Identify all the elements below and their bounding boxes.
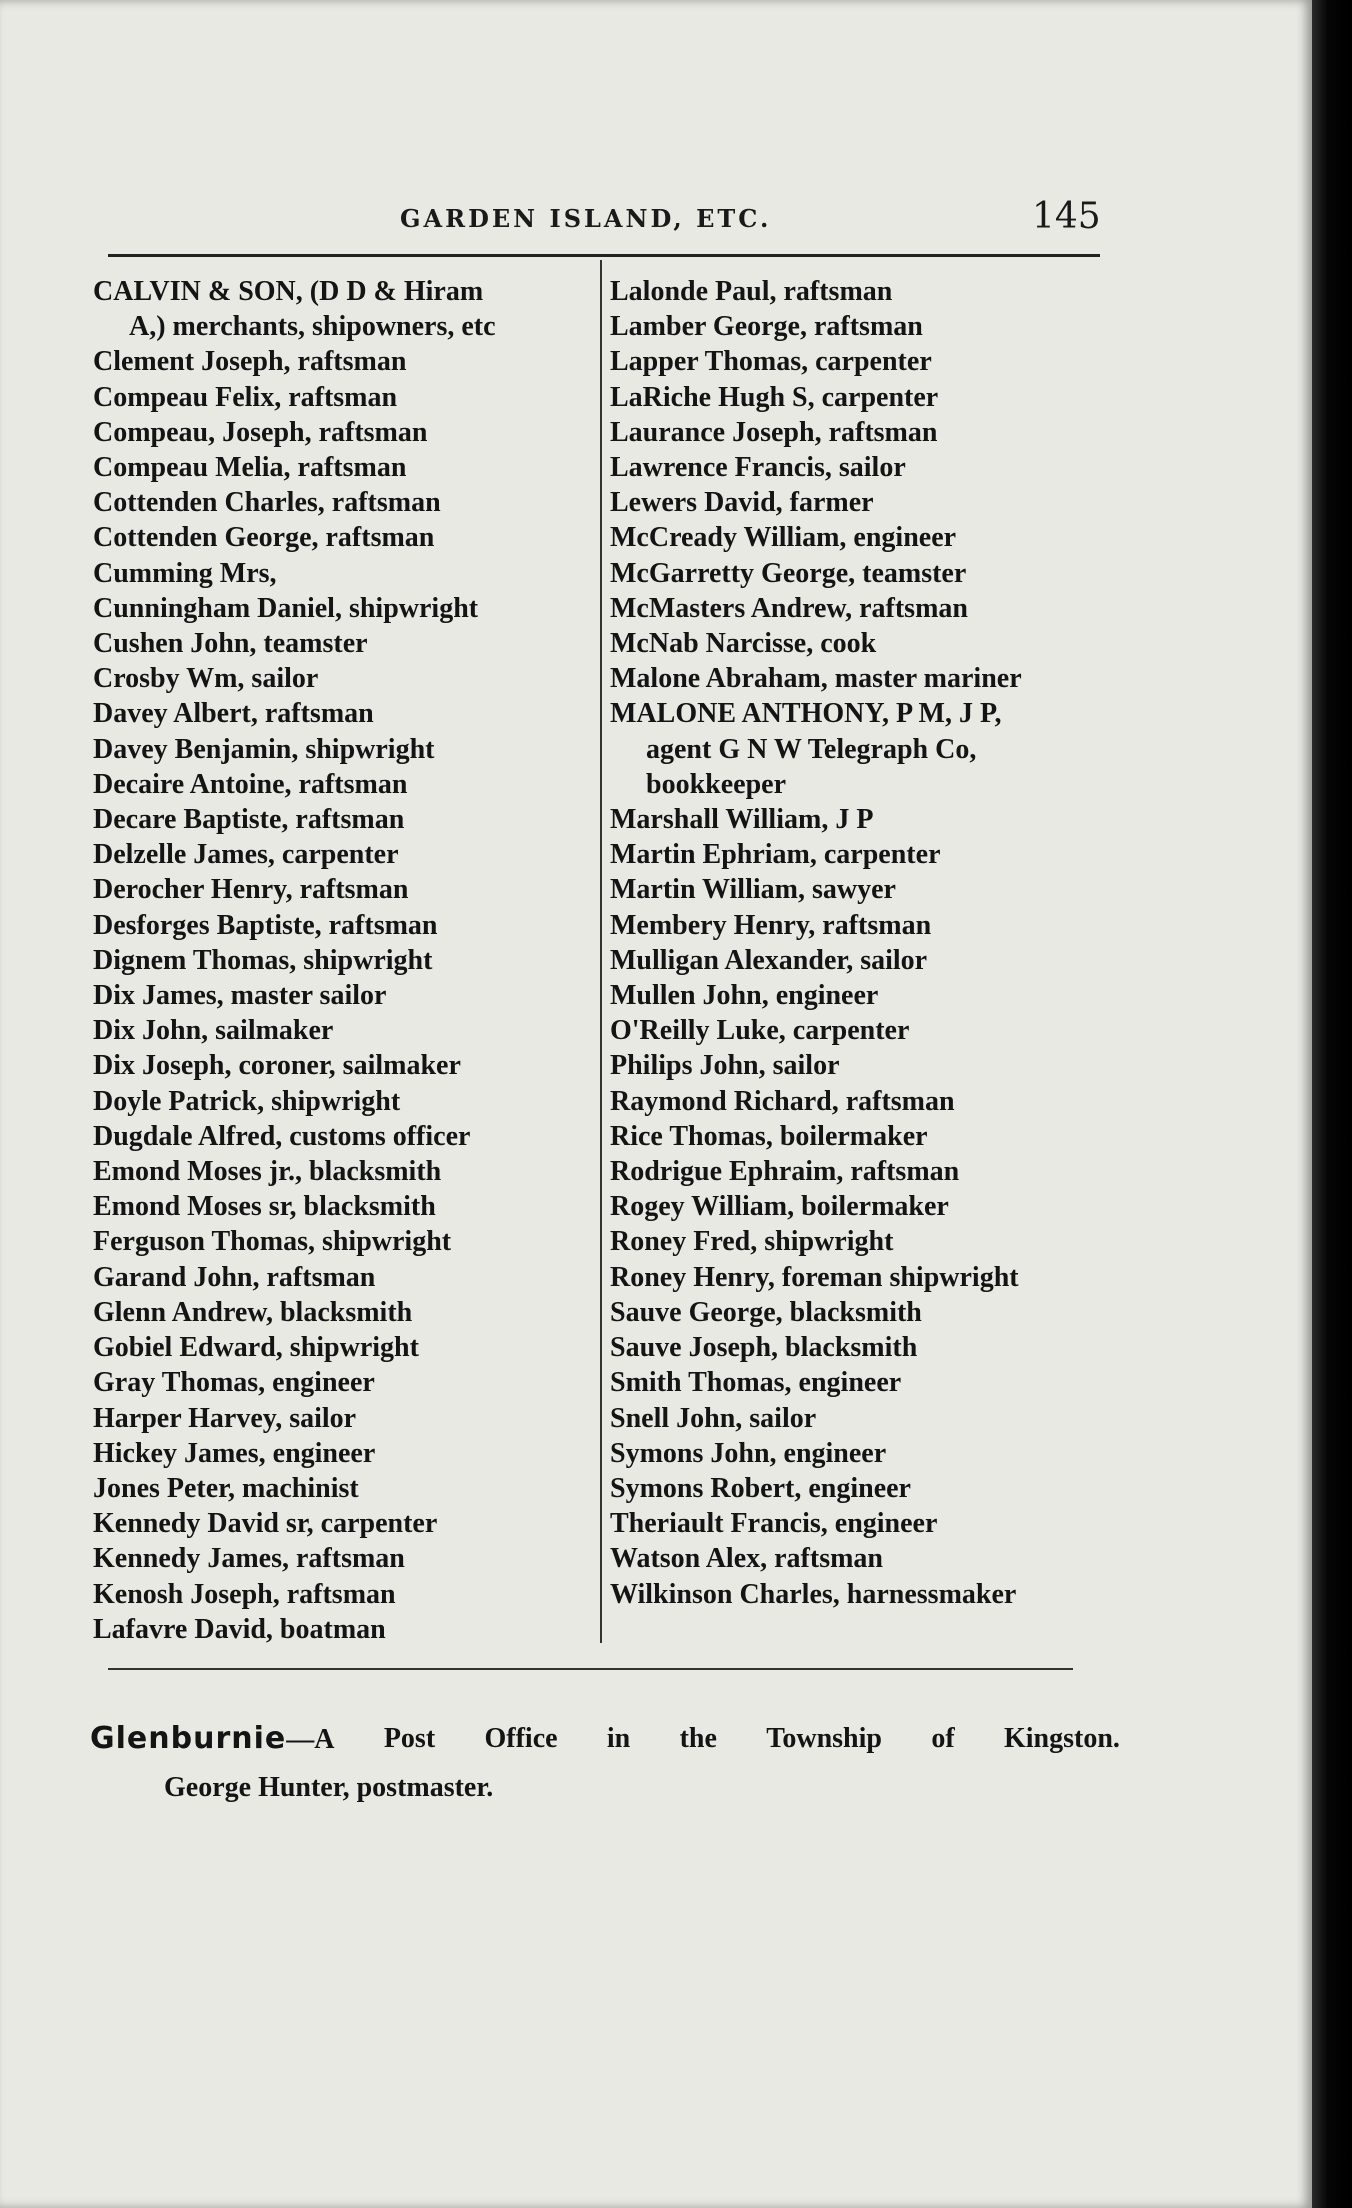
book-edge (1312, 0, 1352, 2208)
directory-entry: Decare Baptiste, raftsman (93, 804, 405, 836)
directory-entry: Sauve Joseph, blacksmith (610, 1332, 918, 1364)
directory-entry: Dix Joseph, coroner, sailmaker (93, 1050, 461, 1082)
directory-entry: CALVIN & SON, (D D & Hiram (93, 276, 484, 307)
directory-entry: McGarretty George, teamster (610, 557, 967, 589)
directory-entry: agent G N W Telegraph Co, (646, 733, 977, 765)
directory-entry: Lamber George, raftsman (610, 311, 923, 343)
page-number: 145 (1032, 196, 1101, 237)
directory-entry: McMasters Andrew, raftsman (610, 592, 968, 624)
directory-entry: Dix James, master sailor (93, 980, 387, 1012)
directory-entry: Martin William, sawyer (610, 874, 896, 906)
directory-entry: Cottenden George, raftsman (93, 522, 435, 554)
section-rule (108, 1668, 1073, 1670)
directory-entry: bookkeeper (646, 768, 786, 800)
directory-entry: Harper Harvey, sailor (93, 1402, 357, 1434)
directory-entry: Watson Alex, raftsman (610, 1543, 883, 1575)
description-word: Post (383, 1723, 436, 1754)
directory-entry: McCready William, engineer (610, 522, 957, 554)
column-divider (600, 260, 602, 1643)
directory-entry: LaRiche Hugh S, carpenter (610, 381, 939, 413)
directory-entry: Delzelle James, carpenter (93, 839, 399, 871)
directory-entry: Derocher Henry, raftsman (93, 874, 409, 906)
directory-entry: Dugdale Alfred, customs officer (93, 1120, 471, 1152)
directory-entry: O'Reilly Luke, carpenter (610, 1015, 910, 1047)
directory-entry: Rice Thomas, boilermaker (610, 1120, 928, 1152)
directory-entry: Sauve George, blacksmith (610, 1296, 922, 1328)
directory-entry: Compeau Melia, raftsman (93, 452, 407, 484)
directory-entry: Cumming Mrs, (93, 557, 277, 589)
directory-entry: Ferguson Thomas, shipwright (93, 1226, 452, 1258)
directory-entry: Smith Thomas, engineer (610, 1367, 902, 1399)
directory-entry: Dix John, sailmaker (93, 1015, 334, 1047)
directory-entry: Emond Moses sr, blacksmith (93, 1191, 436, 1223)
directory-entry: Raymond Richard, raftsman (610, 1085, 955, 1117)
directory-entry: Symons John, engineer (610, 1437, 887, 1469)
directory-entry: Glenn Andrew, blacksmith (93, 1296, 413, 1328)
header-rule (108, 254, 1100, 257)
directory-entry: Martin Ephriam, carpenter (610, 839, 941, 871)
directory-entry: Philips John, sailor (610, 1050, 840, 1082)
directory-entry: Desforges Baptiste, raftsman (93, 909, 438, 941)
directory-entry: Roney Henry, foreman shipwright (610, 1261, 1019, 1293)
directory-entry: Symons Robert, engineer (610, 1472, 911, 1504)
directory-entry: Cushen John, teamster (93, 628, 368, 660)
directory-entry: Rogey William, boilermaker (610, 1191, 949, 1223)
directory-entry: Kenosh Joseph, raftsman (93, 1578, 396, 1610)
running-title: GARDEN ISLAND, ETC. (400, 204, 772, 233)
description-word: Kingston. (1004, 1723, 1120, 1754)
directory-entry: Cottenden Charles, raftsman (93, 487, 441, 519)
directory-entry: Compeau, Joseph, raftsman (93, 416, 428, 448)
directory-entry: Kennedy David sr, carpenter (93, 1508, 438, 1540)
directory-entry: A,) merchants, shipowners, etc (129, 311, 496, 343)
directory-entry: Hickey James, engineer (93, 1437, 376, 1469)
directory-entry: Jones Peter, machinist (93, 1472, 359, 1504)
directory-entry: Crosby Wm, sailor (93, 663, 319, 695)
description-word: in (606, 1723, 631, 1754)
directory-entry: Laurance Joseph, raftsman (610, 416, 938, 448)
description-word: of (931, 1723, 955, 1754)
directory-entry: Clement Joseph, raftsman (93, 346, 407, 378)
postmaster-line: George Hunter, postmaster. (164, 1772, 494, 1803)
directory-entry: Cunningham Daniel, shipwright (93, 592, 479, 624)
description-word: Office (484, 1723, 558, 1754)
directory-entry: Wilkinson Charles, harnessmaker (610, 1578, 1017, 1610)
directory-entry: Garand John, raftsman (93, 1261, 376, 1293)
directory-entry: Gobiel Edward, shipwright (93, 1332, 419, 1364)
description-word: the (679, 1723, 717, 1754)
directory-entry: Doyle Patrick, shipwright (93, 1085, 401, 1117)
directory-entry: Davey Albert, raftsman (93, 698, 374, 730)
directory-entry: Rodrigue Ephraim, raftsman (610, 1156, 960, 1188)
directory-entry: Decaire Antoine, raftsman (93, 768, 408, 800)
directory-entry: Malone Abraham, master mariner (610, 663, 1022, 695)
glenburnie-entry (90, 1715, 1120, 1812)
description-word: Township (766, 1723, 882, 1754)
directory-entry: Mullen John, engineer (610, 980, 879, 1012)
directory-entry: Kennedy James, raftsman (93, 1543, 405, 1575)
directory-entry: Snell John, sailor (610, 1402, 817, 1434)
directory-entry: Lalonde Paul, raftsman (610, 276, 893, 307)
directory-entry: Roney Fred, shipwright (610, 1226, 894, 1258)
directory-entry: McNab Narcisse, cook (610, 628, 877, 660)
directory-entry: Lafavre David, boatman (93, 1613, 386, 1645)
directory-entry: MALONE ANTHONY, P M, J P, (610, 698, 1002, 730)
page-header (100, 196, 1100, 242)
directory-entry: Marshall William, J P (610, 804, 874, 836)
description-word: —A (286, 1724, 335, 1755)
directory-entry: Theriault Francis, engineer (610, 1508, 938, 1540)
glenburnie-description (90, 1715, 1120, 1764)
directory-entry: Emond Moses jr., blacksmith (93, 1156, 442, 1188)
directory-entry: Dignem Thomas, shipwright (93, 944, 433, 976)
directory-entry: Lewers David, farmer (610, 487, 874, 519)
directory-entry: Davey Benjamin, shipwright (93, 733, 435, 765)
directory-entry: Lapper Thomas, carpenter (610, 346, 932, 378)
directory-entry: Mulligan Alexander, sailor (610, 944, 928, 976)
directory-entry: Membery Henry, raftsman (610, 909, 932, 941)
place-name: Glenburnie (90, 1721, 287, 1756)
directory-entry: Gray Thomas, engineer (93, 1367, 375, 1399)
right-column (610, 274, 1130, 1612)
directory-entry: Lawrence Francis, sailor (610, 452, 906, 484)
directory-entry: Compeau Felix, raftsman (93, 381, 398, 413)
left-column (93, 274, 613, 1647)
